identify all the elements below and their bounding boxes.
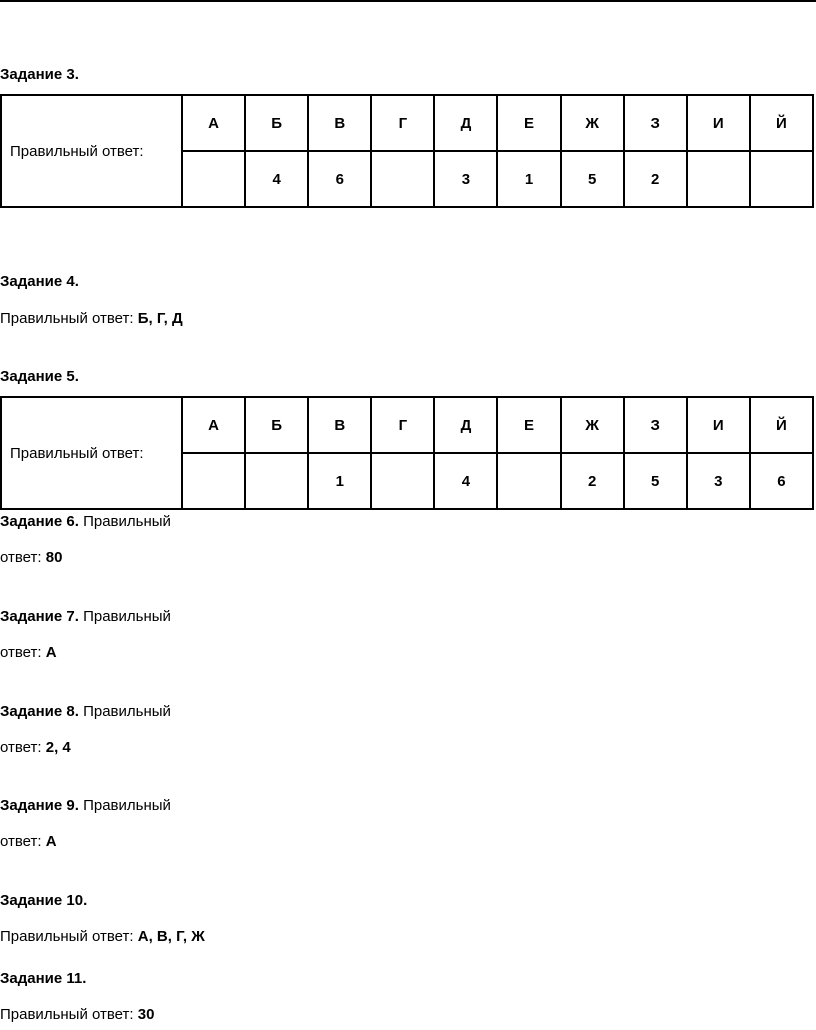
task3-header-cell: Е <box>497 95 560 151</box>
task5-header-cell: Б <box>245 397 308 453</box>
task11-answer: 30 <box>137 1006 155 1023</box>
task6-label2: ответ: <box>0 549 42 566</box>
task3-header-cell: Ж <box>561 95 624 151</box>
task3-header-cell: Г <box>371 95 434 151</box>
task5-header-cell: Й <box>750 397 813 453</box>
task8-answer: 2, 4 <box>45 739 71 756</box>
task5-header-cell: Д <box>434 397 497 453</box>
task6-line2 <box>0 549 62 567</box>
task4-answer: Б, Г, Д <box>137 310 183 327</box>
task7-answer: А <box>45 644 57 661</box>
task5-header-cell: И <box>687 397 750 453</box>
task3-label: Правильный ответ: <box>1 95 182 207</box>
task9-label1: Правильный <box>83 797 171 814</box>
task4-label: Правильный ответ: <box>0 310 134 327</box>
task3-header-cell: И <box>687 95 750 151</box>
task9-line1 <box>0 797 171 815</box>
top-rule <box>0 0 816 2</box>
task3-value-cell <box>371 151 434 207</box>
task6-title: Задание 6. <box>0 513 79 530</box>
task6-answer: 80 <box>45 549 63 566</box>
task9-label2: ответ: <box>0 833 42 850</box>
task7-label2: ответ: <box>0 644 42 661</box>
task3-value-cell <box>687 151 750 207</box>
task5-label: Правильный ответ: <box>1 397 182 509</box>
task3-value-cell: 1 <box>497 151 560 207</box>
task3-header-cell: В <box>308 95 371 151</box>
task10-answer: А, В, Г, Ж <box>137 928 205 945</box>
task8-line1 <box>0 703 171 721</box>
task11-title: Задание 11. <box>0 970 87 987</box>
task5-value-cell: 1 <box>308 453 371 509</box>
task5-value-cell: 2 <box>561 453 624 509</box>
task3-value-cell: 4 <box>245 151 308 207</box>
task3-header-cell: Й <box>750 95 813 151</box>
task7-label1: Правильный <box>83 608 171 625</box>
task5-title: Задание 5. <box>0 368 79 385</box>
task6-label1: Правильный <box>83 513 171 530</box>
task9-title: Задание 9. <box>0 797 79 814</box>
task3-title: Задание 3. <box>0 66 79 83</box>
task8-line2 <box>0 739 71 757</box>
task5-value-cell <box>182 453 245 509</box>
task11-label: Правильный ответ: <box>0 1006 134 1023</box>
task8-title: Задание 8. <box>0 703 79 720</box>
task3-value-cell <box>750 151 813 207</box>
task3-value-cell: 2 <box>624 151 687 207</box>
task3-table <box>0 94 814 208</box>
task10-answer-line <box>0 928 205 946</box>
task3-value-cell <box>182 151 245 207</box>
task10-label: Правильный ответ: <box>0 928 134 945</box>
task4-answer-line <box>0 310 183 328</box>
task3-header-cell: А <box>182 95 245 151</box>
task7-title: Задание 7. <box>0 608 79 625</box>
task3-value-cell: 6 <box>308 151 371 207</box>
task5-value-cell: 5 <box>624 453 687 509</box>
task7-line1 <box>0 608 171 626</box>
task5-value-cell: 6 <box>750 453 813 509</box>
task3-header-cell: З <box>624 95 687 151</box>
task8-label2: ответ: <box>0 739 42 756</box>
task4-title: Задание 4. <box>0 273 79 290</box>
task9-answer: А <box>45 833 57 850</box>
task7-line2 <box>0 644 57 662</box>
task5-value-cell <box>245 453 308 509</box>
task6-line1 <box>0 513 171 531</box>
task5-header-cell: З <box>624 397 687 453</box>
task5-header-cell: Е <box>497 397 560 453</box>
task5-header-cell: Ж <box>561 397 624 453</box>
task8-label1: Правильный <box>83 703 171 720</box>
task5-value-cell: 4 <box>434 453 497 509</box>
task3-header-cell: Д <box>434 95 497 151</box>
task5-value-cell: 3 <box>687 453 750 509</box>
task5-header-row <box>1 397 813 453</box>
task5-value-cell <box>371 453 434 509</box>
task5-header-cell: В <box>308 397 371 453</box>
task10-title: Задание 10. <box>0 892 88 909</box>
task5-header-cell: А <box>182 397 245 453</box>
task11-answer-line <box>0 1006 154 1024</box>
task5-header-cell: Г <box>371 397 434 453</box>
task5-value-cell <box>497 453 560 509</box>
task3-header-row <box>1 95 813 151</box>
task3-header-cell: Б <box>245 95 308 151</box>
task3-value-cell: 5 <box>561 151 624 207</box>
task3-value-cell: 3 <box>434 151 497 207</box>
task9-line2 <box>0 833 57 851</box>
task5-table <box>0 396 814 510</box>
